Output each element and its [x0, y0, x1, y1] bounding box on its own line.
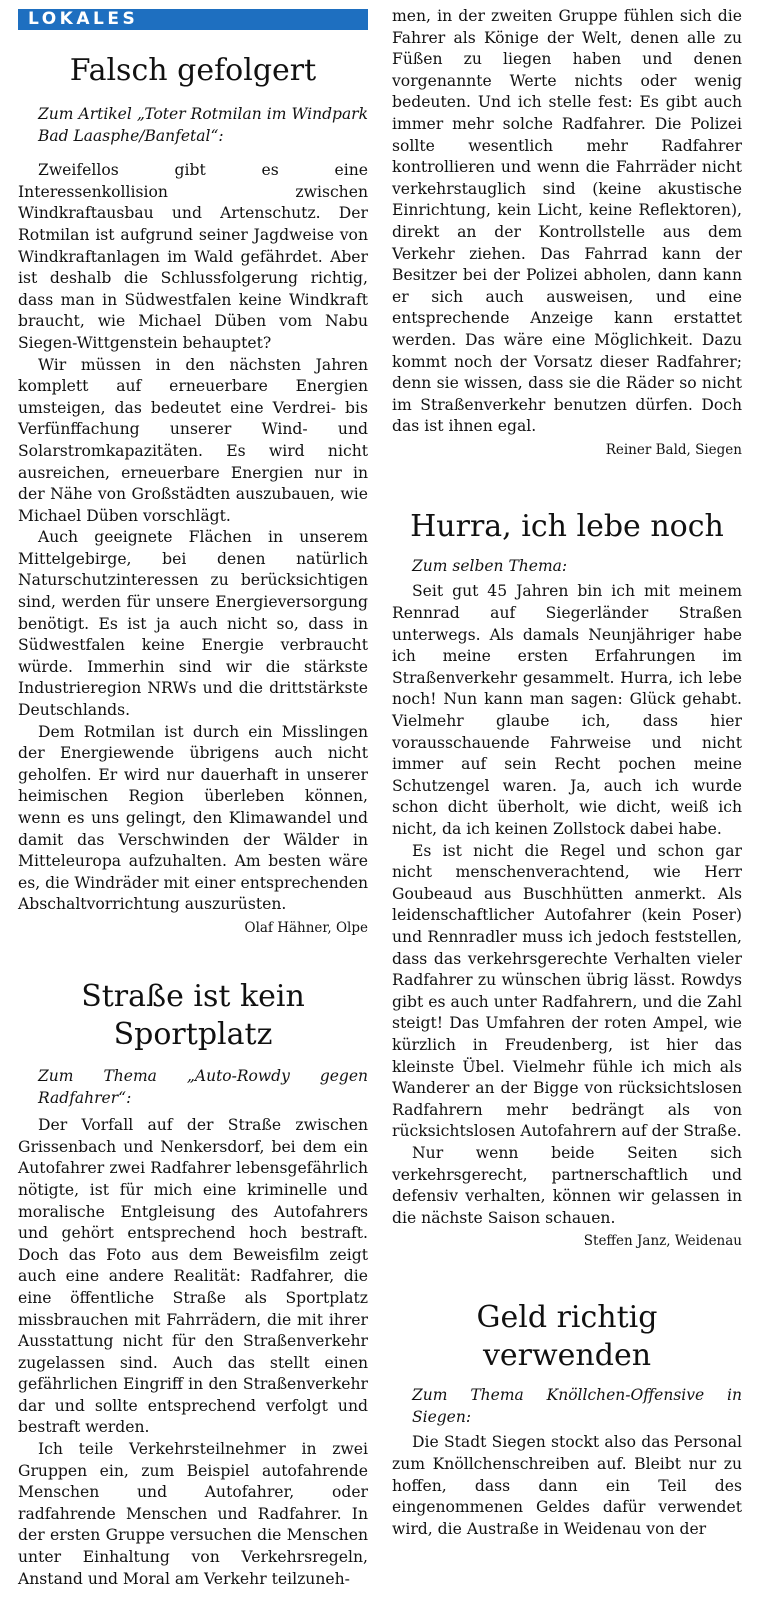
- letter-headline: Hurra, ich lebe noch: [410, 508, 724, 544]
- paragraph: Dem Rotmilan ist durch ein Misslingen der Energiewende übrigens auch nicht geholfen. Er wird nur dauerhaft in unserer heimischen Region überleben können, wenn es uns gelingt, den Klimawandel und damit das Verschwinden der Wälder in Mitteleuropa aufzuhalten. Am besten wäre es, die Windräder mit einer entsprechenden Abschaltvorrichtung auszurüsten.: [18, 722, 368, 914]
- letter-subhead: Zum selben Thema:: [412, 556, 568, 575]
- paragraph: Seit gut 45 Jahren bin ich mit meinem Rennrad auf Siegerländer Straßen unterwegs. Als damals Neunjähriger habe ich meine ersten Erfahrungen im Straßenverkehr gesammelt. Hurra, ich lebe noch! Nun kann man sagen: Glück gehabt. Vielmehr glaube ich, dass hier vorausschauende Fahrweise und nicht immer auf sein Recht pochen meine Schutzengel waren. Ja, auch ich wurde schon dicht überholt, wie dicht, weiß ich nicht, da ich keinen Zollstock dabei habe.: [392, 582, 742, 838]
- section-rubric: [18, 9, 368, 30]
- letter-hurra-ich-lebe-noch: [392, 508, 742, 1251]
- paragraph: Wir müssen in den nächsten Jahren komplett auf erneuerbare Energien umsteigen, das bedeutet eine Verdrei- bis Verfünffachung unserer Wind- und Solarstromkapazitäten. Es wird nicht ausreichen, erneuerbare Energien nur in der Nähe von Großstädten auszubauen, wie Michael Düben vorschlägt.: [18, 355, 368, 525]
- letter-subhead: Zum Thema „Auto-Rowdy gegen Radfahrer“:: [38, 1066, 368, 1107]
- letter-body: [392, 6, 742, 438]
- letter-body: [18, 1115, 368, 1590]
- letter-body: [392, 581, 742, 1229]
- letter-strasse-kein-sportplatz: [18, 978, 368, 1590]
- paragraph: men, in der zweiten Gruppe fühlen sich die Fahrer als Könige der Welt, denen alle zu Füßen zu liegen haben und denen vorgenannte Werte nichts oder wenig bedeuten. Und ich stelle fest: Es gibt auch immer mehr solche Radfahrer. Die Polizei sollte wesentlich mehr Radfahrer kontrollieren und wenn die Fahrräder nicht verkehrstauglich sind (keine akustische Einrichtung, kein Licht, keine Reflektoren), direkt an der Kontrollstelle aus dem Verkehr ziehen. Das Fahrrad kann der Besitzer bei der Polizei abholen, dann kann er sich auch ausweisen, und eine entsprechende Anzeige kann erstattet werden. Das wäre eine Möglichkeit. Dazu kommt noch der Vorsatz dieser Radfahrer; denn sie wissen, dass sie die Räder so nicht im Straßenverkehr benutzen dürfen. Doch das ist ihnen egal.: [392, 7, 742, 436]
- letter-falsch-gefolgert: [18, 52, 368, 938]
- letter-strasse-kein-sportplatz-continued: [392, 6, 742, 460]
- paragraph: Die Stadt Siegen stockt also das Personal zum Knöllchenschreiben auf. Bleibt nur zu hoffen, dass dann ein Teil des eingenommenen Geldes dafür verwendet wird, die Austraße in Weidenau von der: [392, 1433, 742, 1538]
- letter-body: [18, 160, 368, 916]
- letter-signature: Reiner Bald, Siegen: [605, 441, 742, 458]
- paragraph: Der Vorfall auf der Straße zwischen Grissenbach und Nenkersdorf, bei dem ein Autofahrer zwei Radfahrer lebensgefährlich nötigte, ist für mich eine kriminelle und moralische Entgleisung des Autofahrers und gehört entsprechend hoch bestraft. Doch das Foto aus dem Beweisfilm zeigt auch eine andere Realität: Radfahrer, die eine öffentliche Straße als Sportplatz missbrauchen mit Fahrrädern, die mit ihrer Ausstattung nicht für den Straßenverkehr zugelassen sind. Auch das stellt einen gefährlichen Eingriff in den Straßenverkehr dar und sollte entsprechend verfolgt und bestraft werden.: [18, 1116, 368, 1437]
- letter-subhead: Zum Thema Knöllchen-Offensive in Siegen:: [412, 1386, 742, 1426]
- paragraph: Auch geeignete Flächen in unserem Mittelgebirge, bei denen natürlich Naturschutzinteressen zu berücksichtigen sind, werden für unsere Energieversorgung benötigt. Es ist ja auch nicht so, dass in Südwestfalen keine Energie verbraucht würde. Immerhin sind wir die stärkste Industrieregion NRWs und die drittstärkste Deutschlands.: [18, 528, 368, 720]
- section-label: LOKALES: [28, 9, 139, 29]
- letter-headline: Straße ist kein Sportplatz: [81, 978, 305, 1052]
- paragraph: Ich teile Verkehrsteilnehmer in zwei Gruppen ein, zum Beispiel autofahrende Menschen und Autofahrer, oder radfahrende Menschen und Radfahrer. In der ersten Gruppe versuchen die Menschen unter Einhaltung von Verkehrsregeln, Anstand und Moral am Verkehr teilzuneh-: [18, 1440, 368, 1588]
- letter-headline: Geld richtig verwenden: [476, 1300, 658, 1374]
- letter-headline: Falsch gefolgert: [69, 53, 317, 88]
- left-column: [18, 0, 368, 1600]
- letter-geld-richtig-verwenden: [392, 1299, 742, 1540]
- letter-signature: Olaf Hähner, Olpe: [244, 919, 368, 936]
- right-column: [392, 0, 742, 1600]
- letter-signature: Steffen Janz, Weidenau: [583, 1233, 742, 1250]
- paragraph: Es ist nicht die Regel und schon gar nicht menschenverachtend, wie Herr Goubeaud aus Buschhütten anmerkt. Als leidenschaftlicher Autofahrer (kein Poser) und Rennradler muss ich jedoch feststellen, dass das verkehrsgerechte Verhalten vieler Radfahrer zu wünschen übrig lässt. Rowdys gibt es auch unter Radfahrern, und die Zahl steigt! Das Umfahren der roten Ampel, wie kürzlich in Freudenberg, ist hier das kleinste Übel. Vielmehr fühle ich mich als Wanderer an der Bigge von rücksichtslosen Radfahrern mehr bedrängt als von rücksichtslosen Autofahrern auf der Straße.: [392, 841, 742, 1141]
- paragraph: Zweifellos gibt es eine Interessenkollision zwischen Windkraftausbau und Artenschutz. Der Rotmilan ist aufgrund seiner Jagdweise von Windkraftanlagen im Wald gefährdet. Aber ist deshalb die Schlussfolgerung richtig, dass man in Südwestfalen keine Windkraft braucht, wie Michael Düben vom Nabu Siegen-Wittgenstein behauptet?: [18, 161, 368, 352]
- paragraph: Nur wenn beide Seiten sich verkehrsgerecht, partnerschaftlich und defensiv verhalten, können wir gelassen in die nächste Saison schauen.: [392, 1143, 742, 1227]
- letter-subhead: Zum Artikel „Toter Rotmilan im Windpark Bad Laasphe/Banfetal“:: [38, 105, 368, 145]
- letter-body: [392, 1432, 742, 1540]
